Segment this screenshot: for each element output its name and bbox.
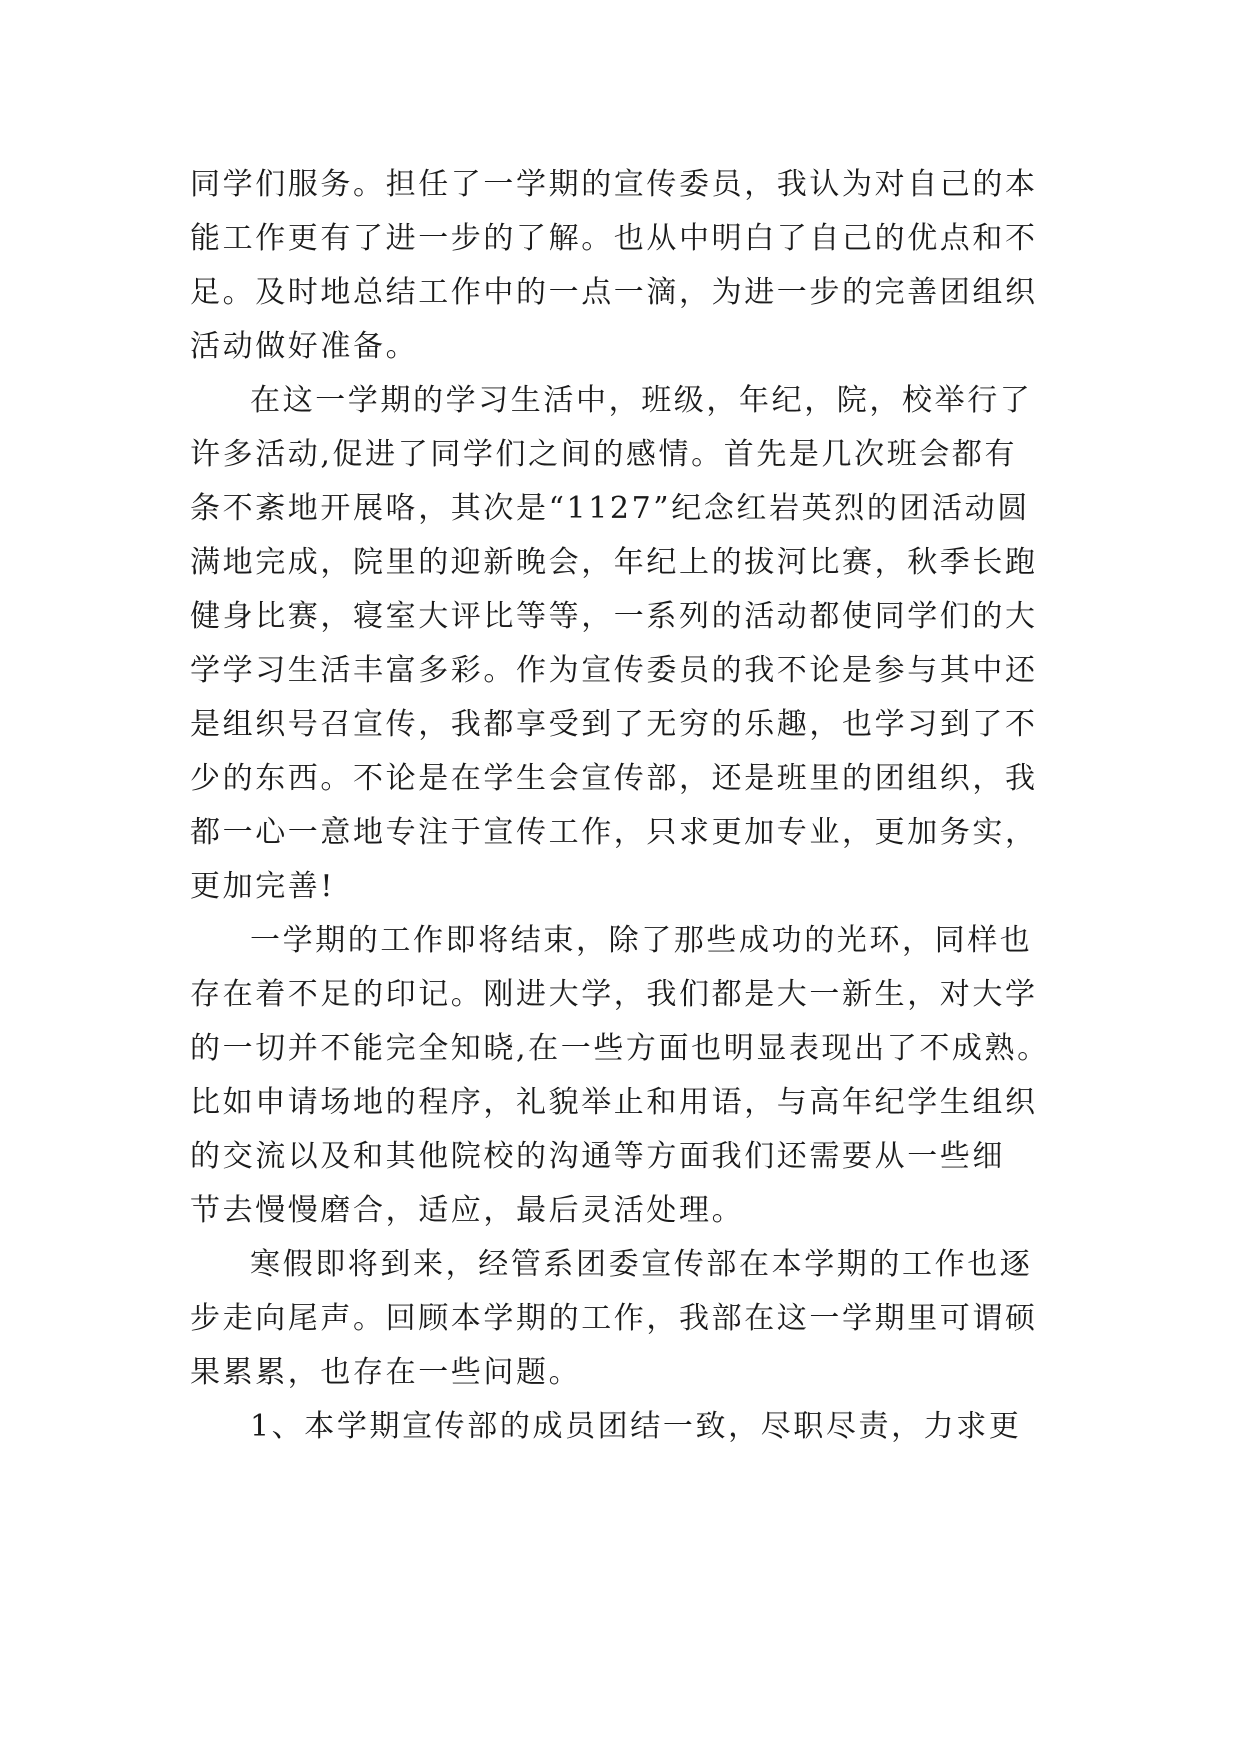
text-line: 步走向尾声。回顾本学期的工作，我部在这一学期里可谓硕 (190, 1301, 1038, 1336)
text-line: 更加完善! (190, 869, 336, 904)
text-line: 比如申请场地的程序，礼貌举止和用语，与高年纪学生组织 (190, 1085, 1038, 1120)
text-line: 学学习生活丰富多彩。作为宣传委员的我不论是参与其中还 (190, 653, 1038, 688)
text-line: 是组织号召宣传，我都享受到了无穷的乐趣，也学习到了不 (190, 707, 1038, 742)
text-line: 同学们服务。担任了一学期的宣传委员，我认为对自己的本 (190, 167, 1038, 202)
text-line: 足。及时地总结工作中的一点一滴，为进一步的完善团组织 (190, 275, 1038, 310)
paragraph-5 (190, 1400, 1060, 1454)
text-line: 果累累，也存在一些问题。 (190, 1355, 582, 1390)
text-line: 满地完成，院里的迎新晚会，年纪上的拔河比赛，秋季长跑 (190, 545, 1038, 580)
text-line: 活动做好准备。 (190, 329, 419, 364)
text-line: 少的东西。不论是在学生会宣传部，还是班里的团组织，我 (190, 761, 1038, 796)
text-line: 条不紊地开展咯，其次是“1127”纪念红岩英烈的团活动圆 (190, 491, 1030, 526)
text-line: 在这一学期的学习生活中，班级，年纪，院，校举行了 (250, 383, 1033, 418)
text-line: 健身比赛，寝室大评比等等，一系列的活动都使同学们的大 (190, 599, 1038, 634)
text-line: 寒假即将到来，经管系团委宣传部在本学期的工作也逐 (250, 1247, 1033, 1282)
text-line: 1、本学期宣传部的成员团结一致，尽职尽责，力求更 (250, 1409, 1022, 1444)
document-body (190, 158, 1060, 1454)
text-line: 节去慢慢磨合，适应，最后灵活处理。 (190, 1193, 745, 1228)
paragraph-2 (190, 374, 1060, 914)
paragraph-1 (190, 158, 1060, 374)
text-line: 都一心一意地专注于宣传工作，只求更加专业，更加务实， (190, 815, 1038, 850)
paragraph-4 (190, 1238, 1060, 1400)
text-line: 的一切并不能完全知晓,在一些方面也明显表现出了不成熟。 (190, 1031, 1050, 1066)
text-line: 能工作更有了进一步的了解。也从中明白了自己的优点和不 (190, 221, 1038, 256)
text-line: 许多活动,促进了同学们之间的感情。首先是几次班会都有 (190, 437, 1018, 472)
text-line: 存在着不足的印记。刚进大学，我们都是大一新生，对大学 (190, 977, 1038, 1012)
text-line: 一学期的工作即将结束，除了那些成功的光环，同样也 (250, 923, 1033, 958)
text-line: 的交流以及和其他院校的沟通等方面我们还需要从一些细 (190, 1139, 1005, 1174)
paragraph-3 (190, 914, 1060, 1238)
